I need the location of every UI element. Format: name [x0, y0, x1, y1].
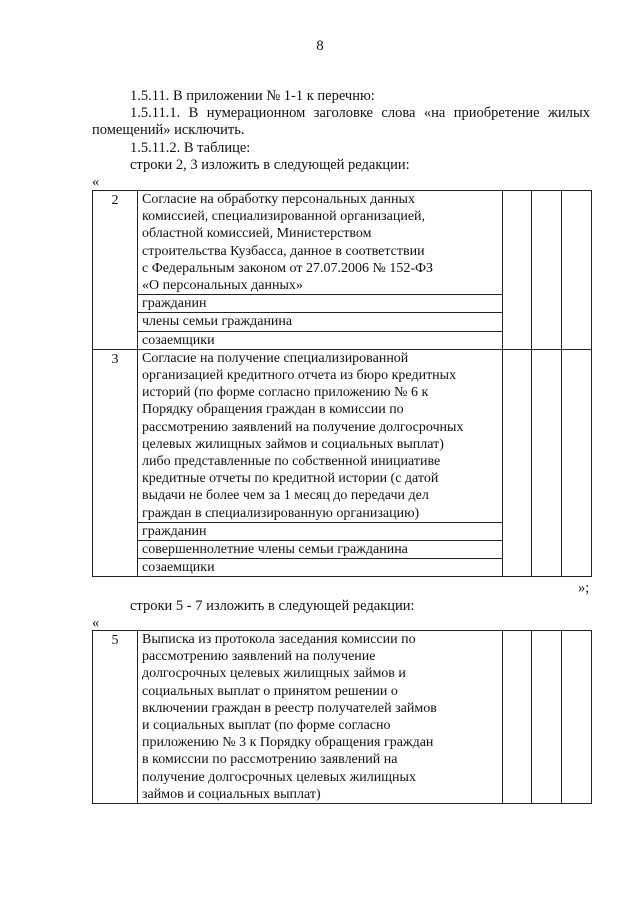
text-line: социальных выплат о принятом решении о	[142, 683, 398, 699]
open-quote: «	[92, 174, 100, 190]
text-line: с Федеральным законом от 27.07.2006 № 152-ФЗ	[142, 260, 434, 276]
empty-cell	[562, 631, 592, 804]
text-line: долгосрочных целевых жилищных займов и	[142, 666, 406, 682]
text-line: граждан в специализированную организацию)	[142, 505, 420, 521]
empty-cell	[503, 631, 532, 804]
table-row	[93, 191, 592, 295]
text-line: получение долгосрочных целевых жилищных	[142, 769, 416, 785]
text-line: организацией кредитного отчета из бюро кредитных	[142, 368, 457, 384]
empty-cell	[503, 191, 532, 350]
row-number: 2	[93, 191, 138, 350]
row-number: 3	[93, 349, 138, 577]
text-line: целевых жилищных займов и социальных выплат)	[142, 436, 444, 452]
paragraph-1-5-11-1: 1.5.11.1. В нумерационном заголовке слова «на приобретение жилых	[130, 105, 590, 121]
row-description	[138, 349, 503, 522]
page-number: 8	[316, 38, 324, 54]
text-line: рассмотрению заявлений на получение долгосрочных	[142, 419, 464, 435]
text-line: рассмотрению заявлений на получение	[142, 649, 376, 665]
text-line: включении граждан в реестр получателей займов	[142, 700, 437, 716]
paragraph-1-5-11-2: 1.5.11.2. В таблице:	[130, 140, 251, 156]
text-line: и социальных выплат (по форме согласно	[142, 718, 391, 734]
close-quote: »;	[578, 580, 590, 596]
text-line: «О персональных данных»	[142, 278, 303, 294]
text-line: выдачи не более чем за 1 месяц до передачи дел	[142, 488, 429, 504]
text-line: приложению № 3 к Порядку обращения граждан	[142, 735, 434, 751]
text-line: областной комиссией, Министерством	[142, 226, 372, 242]
row-description	[138, 191, 503, 295]
text-line: Порядку обращения граждан в комиссии по	[142, 402, 404, 418]
text-line: историй (по форме согласно приложению № 6 к	[142, 385, 429, 401]
row-number: 5	[93, 631, 138, 804]
empty-cell	[562, 349, 592, 577]
text-line: Выписка из протокола заседания комиссии по	[142, 632, 416, 647]
paragraph-1-5-11-1-cont: помещений» исключить.	[92, 122, 245, 138]
instruction-rows-5-7: строки 5 - 7 изложить в следующей редакции:	[130, 598, 415, 614]
paragraph-1-5-11: 1.5.11. В приложении № 1-1 к перечню:	[130, 88, 375, 104]
text-line: в комиссии по рассмотрению заявлений на	[142, 752, 398, 768]
table-row	[93, 349, 592, 522]
text-line: Согласие на получение специализированной	[142, 350, 409, 366]
text-line: кредитные отчеты по кредитной истории (с датой	[142, 471, 439, 487]
text-line: займов и социальных выплат)	[142, 786, 321, 802]
table-rows-5-7	[92, 630, 592, 804]
empty-cell	[503, 349, 532, 577]
subrow-label: созаемщики	[138, 331, 503, 349]
table-rows-2-3	[92, 190, 592, 577]
text-line: строительства Кузбасса, данное в соответствии	[142, 243, 425, 259]
text-line: комиссией, специализированной организацией,	[142, 209, 426, 225]
subrow-label: члены семьи гражданина	[138, 313, 503, 331]
empty-cell	[532, 349, 562, 577]
subrow-label: совершеннолетние члены семьи гражданина	[138, 541, 503, 559]
empty-cell	[562, 191, 592, 350]
text-line: Согласие на обработку персональных данных	[142, 192, 415, 207]
instruction-rows-2-3: строки 2, 3 изложить в следующей редакции:	[130, 157, 410, 173]
subrow-label: гражданин	[138, 522, 503, 540]
subrow-label: гражданин	[138, 295, 503, 313]
open-quote-2: «	[92, 615, 100, 631]
subrow-label: созаемщики	[138, 559, 503, 577]
empty-cell	[532, 631, 562, 804]
text-line: либо представленные по собственной инициативе	[142, 454, 441, 470]
empty-cell	[532, 191, 562, 350]
table-row	[93, 631, 592, 804]
row-description	[138, 631, 503, 804]
